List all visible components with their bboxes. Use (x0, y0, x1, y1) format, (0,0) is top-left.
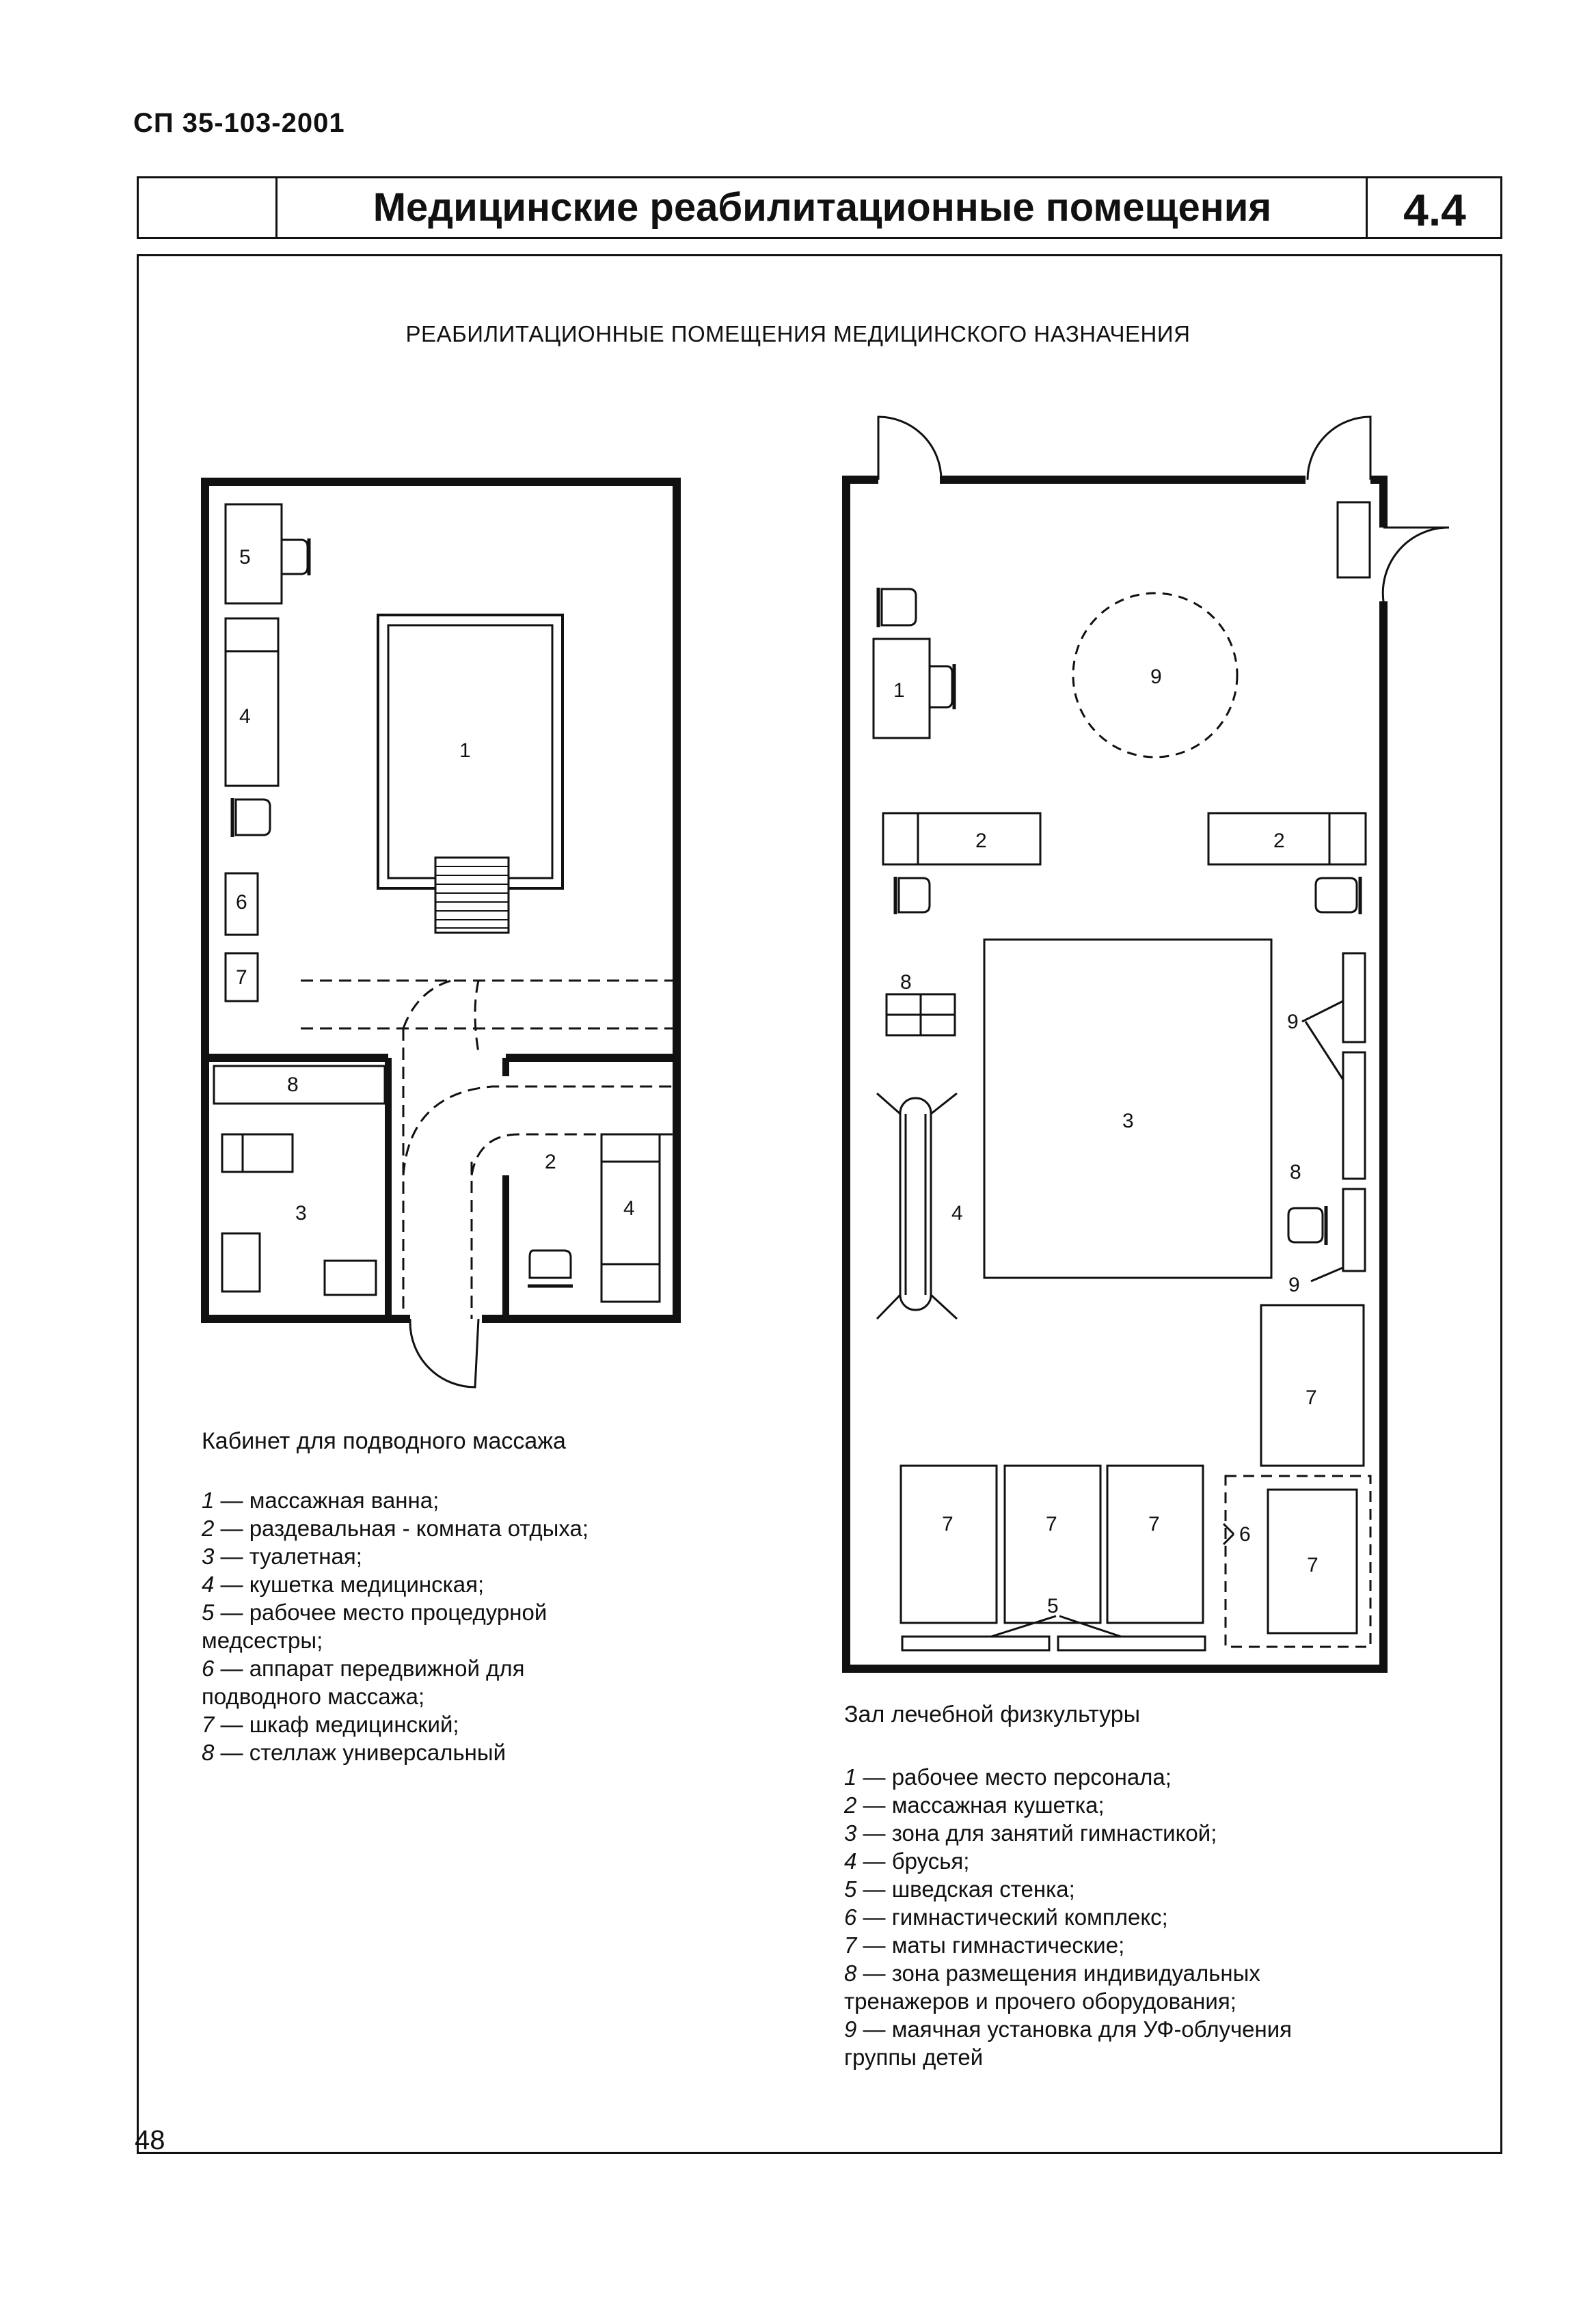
legend-number: 9 (844, 2017, 857, 2042)
label-7: 7 (1307, 1554, 1318, 1576)
legend-text: — раздевальная - комната отдыха; (214, 1516, 589, 1541)
gym-mat (1261, 1305, 1364, 1466)
label-5: 5 (1047, 1595, 1059, 1617)
legend-item (202, 1570, 589, 1598)
exit-door-swing (410, 1319, 478, 1387)
wall-bars (902, 1637, 1049, 1650)
legend-number: 3 (844, 1820, 857, 1846)
chair-icon (1316, 878, 1357, 912)
legend-text: — рабочее место персонала; (856, 1764, 1172, 1790)
legend-item (844, 2043, 1292, 2071)
legend-item (202, 1514, 589, 1542)
label-6: 6 (236, 891, 247, 914)
label-8: 8 (900, 971, 912, 994)
legend-item (844, 1987, 1292, 2015)
corridor-dashes (301, 981, 673, 1319)
legend-item (844, 1959, 1292, 1987)
label-8: 8 (287, 1074, 299, 1096)
legend-item (844, 1819, 1292, 1847)
legend-item (202, 1626, 589, 1654)
toilet-bench (325, 1261, 376, 1295)
legend-text: — шведская стенка; (856, 1876, 1075, 1902)
legend-text: — массажная кушетка; (856, 1792, 1105, 1818)
legend-item (202, 1682, 589, 1710)
document-code: СП 35-103-2001 (133, 108, 345, 138)
section-title: РЕАБИЛИТАЦИОННЫЕ ПОМЕЩЕНИЯ МЕДИЦИНСКОГО НАЗНАЧЕНИЯ (405, 321, 1191, 346)
legend-item (844, 1791, 1292, 1819)
shelving-unit (214, 1066, 385, 1104)
legend-item (844, 1847, 1292, 1875)
label-4: 4 (239, 705, 251, 728)
legend-text: — кушетка медицинская; (214, 1572, 485, 1597)
label-4: 4 (623, 1197, 635, 1220)
legend-number: 6 (202, 1656, 215, 1681)
legend-text: — туалетная; (214, 1544, 362, 1569)
legend-number: 1 (202, 1488, 215, 1513)
label-9: 9 (1150, 666, 1162, 688)
label-1: 1 (893, 679, 905, 702)
legend-number: 8 (202, 1740, 215, 1765)
legend-text: медсестры; (202, 1628, 323, 1653)
legend-text: тренажеров и прочего оборудования; (844, 1988, 1236, 2014)
legend-text: — аппарат передвижной для (214, 1656, 525, 1681)
chair-icon (530, 1250, 571, 1278)
plan-exercise-hall (842, 417, 1449, 1673)
chair-icon (930, 666, 952, 707)
label-2: 2 (975, 830, 987, 852)
chair-icon (899, 878, 930, 912)
chair-icon (882, 589, 916, 625)
gymnastic-complex (1226, 1476, 1370, 1647)
label-7: 7 (1046, 1513, 1057, 1535)
left-plan-legend (202, 1486, 589, 1766)
legend-item (202, 1654, 589, 1682)
legend-item (844, 1903, 1292, 1931)
uv-lamp (1343, 1189, 1365, 1271)
legend-item (202, 1542, 589, 1570)
chair-icon (282, 540, 308, 574)
uv-lamp (1343, 953, 1365, 1042)
legend-item (202, 1738, 589, 1766)
legend-text: — зона для занятий гимнастикой; (856, 1820, 1217, 1846)
legend-number: 3 (202, 1544, 215, 1569)
chair-icon (236, 799, 270, 835)
gym-mat (901, 1466, 997, 1623)
bath-steps (435, 858, 509, 933)
label-7: 7 (1306, 1386, 1317, 1409)
legend-text: подводного массажа; (202, 1684, 425, 1709)
wall-bars (1058, 1637, 1205, 1650)
gym-mat (1107, 1466, 1203, 1623)
label-7: 7 (942, 1513, 953, 1535)
legend-text: — брусья; (856, 1848, 970, 1874)
legend-number: 5 (844, 1876, 857, 1902)
legend-text: — зона размещения индивидуальных (856, 1960, 1260, 1986)
legend-text: — гимнастический комплекс; (856, 1904, 1168, 1930)
chair-icon (1288, 1208, 1323, 1242)
legend-text: — массажная ванна; (214, 1488, 439, 1513)
legend-item (202, 1598, 589, 1626)
label-9: 9 (1288, 1274, 1300, 1296)
right-plan-labels (893, 666, 1318, 1617)
page-number: 48 (135, 2125, 165, 2155)
legend-number: 1 (844, 1764, 857, 1790)
massage-couch (883, 813, 1040, 864)
door-swing-right (1308, 417, 1370, 480)
legend-text: группы детей (844, 2045, 984, 2070)
label-2: 2 (545, 1151, 556, 1173)
legend-text: — стеллаж универсальный (214, 1740, 506, 1765)
uv-lamp (1343, 1052, 1365, 1179)
legend-number: 5 (202, 1600, 215, 1625)
left-plan-caption: Кабинет для подводного массажа (202, 1428, 566, 1454)
header-title: Медицинские реабилитационные помещения (373, 185, 1272, 230)
label-3: 3 (295, 1202, 307, 1225)
legend-number: 4 (202, 1572, 215, 1597)
legend-item (202, 1710, 589, 1738)
legend-number: 7 (844, 1932, 857, 1958)
legend-number: 7 (202, 1712, 215, 1737)
label-7: 7 (236, 966, 247, 989)
legend-text: — рабочее место процедурной (214, 1600, 547, 1625)
legend-number: 2 (202, 1516, 215, 1541)
nurse-desk (226, 504, 282, 603)
label-2: 2 (1273, 830, 1285, 852)
gymnastics-zone (984, 940, 1271, 1278)
legend-number: 2 (844, 1792, 857, 1818)
legend-item (844, 2015, 1292, 2043)
legend-number: 6 (844, 1904, 857, 1930)
massage-couch (1208, 813, 1366, 864)
door-swing-side (1383, 528, 1449, 601)
label-5: 5 (239, 546, 251, 569)
legend-text: — шкаф медицинский; (214, 1712, 459, 1737)
couch-left (226, 618, 278, 786)
legend-item (844, 1931, 1292, 1959)
legend-number: 8 (844, 1960, 857, 1986)
toilet-washbasin (222, 1233, 260, 1291)
label-9: 9 (1287, 1011, 1299, 1033)
toilet-fixture (222, 1134, 293, 1172)
legend-text: — маты гимнастические; (856, 1932, 1125, 1958)
label-6: 6 (1239, 1523, 1251, 1546)
label-3: 3 (1122, 1110, 1134, 1132)
label-1: 1 (459, 739, 471, 762)
legend-item (202, 1486, 589, 1514)
label-7: 7 (1148, 1513, 1160, 1535)
wall-cabinet (1338, 502, 1370, 577)
legend-number: 4 (844, 1848, 857, 1874)
label-8: 8 (1290, 1161, 1301, 1184)
legend-text: — маячная установка для УФ-облучения (856, 2017, 1293, 2042)
right-plan-legend (844, 1763, 1292, 2071)
legend-item (844, 1875, 1292, 1903)
section-number: 4.4 (1403, 184, 1466, 235)
right-plan-caption: Зал лечебной физкультуры (844, 1701, 1141, 1727)
plan-underwater-massage (205, 482, 677, 1387)
legend-item (844, 1763, 1292, 1791)
label-4: 4 (951, 1202, 963, 1225)
door-swing-left (878, 417, 941, 480)
